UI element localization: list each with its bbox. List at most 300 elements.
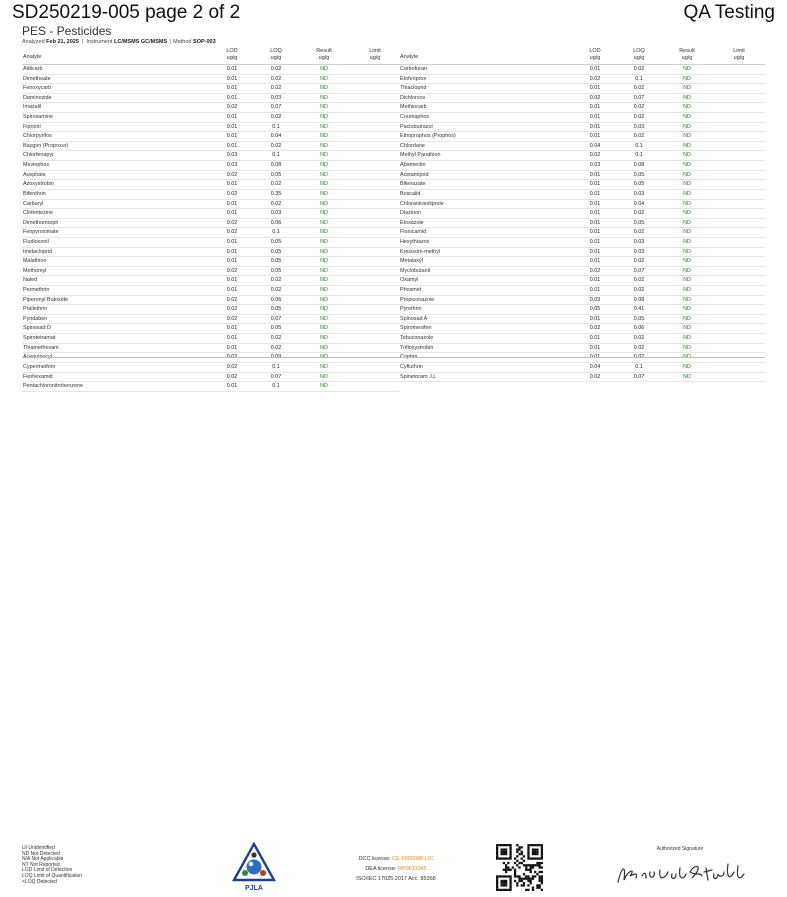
loq-value: 0.05 [633,219,645,226]
loq-value: 0.02 [270,287,282,294]
result-value: ND [320,325,328,332]
loq-value: 0.05 [633,181,645,188]
table-row [399,334,765,344]
analyte-name: Myclobutanil [400,267,430,274]
lod-value: 0.01 [589,104,601,111]
analyte-name: Tebuconazole [400,335,434,342]
table-row [22,190,399,200]
lod-value: 0.02 [589,373,601,380]
loq-value: 0.02 [270,85,282,92]
instrument-label: Instrument [86,39,113,45]
lod-value: 0.02 [589,152,601,159]
loq-value: 0.07 [270,373,282,380]
result-value: ND [320,66,328,72]
loq-value: 0.1 [635,75,643,82]
result-value: ND [320,190,328,197]
loq-value: 0.02 [270,181,282,188]
loq-value: 0.1 [272,363,280,370]
loq-value: 0.1 [635,363,643,370]
table-row [399,180,765,190]
loq-value: 0.03 [633,238,645,245]
table-row [22,94,399,104]
lod-value: 0.02 [226,373,238,380]
lod-value: 0.02 [226,190,238,197]
result-value: ND [320,287,328,294]
loq-value: 0.02 [633,277,645,284]
limit-header: Limit ug/g [369,48,381,61]
loq-value: 0.1 [635,152,643,159]
result-value: ND [683,171,691,178]
lod-value: 0.01 [226,94,238,101]
result-value: ND [683,373,691,380]
result-value: ND [683,229,691,236]
right-results-table [399,48,765,382]
analyte-name: Hexythiazox [400,238,430,245]
loq-value: 0.05 [633,171,645,178]
signature-label: Authorized Signature [656,846,704,852]
table-row [22,228,399,238]
analyte-name: Fenhexamid [23,373,53,380]
lod-value: 0.02 [589,75,601,82]
loq-value: 0.07 [633,373,645,380]
lod-value: 0.02 [226,363,238,370]
loq-value: 0.03 [633,248,645,255]
lod-header: LOD ug/g [226,48,238,61]
analyte-name: Pentachloronitrobenzene [23,383,83,390]
analyte-name: Flonicamid [400,229,427,236]
table-row [399,228,765,238]
loq-value: 0.1 [272,383,280,390]
table-row [22,344,399,354]
analyte-name: Aldicarb [23,66,43,72]
result-value: ND [683,325,691,332]
method-value: SOP-003 [193,39,216,45]
table-row [22,296,399,306]
loq-value: 0.1 [272,229,280,236]
analyte-name: Chlordane [400,142,425,149]
lod-value: 0.02 [226,296,238,303]
lod-value: 0.02 [226,104,238,111]
lod-value: 0.02 [226,171,238,178]
iso-accreditation: ISO/IEC 17025:2017 Acc. 85368 [356,876,436,882]
loq-value: 0.07 [633,267,645,274]
analyte-name: Etofenprox [400,75,427,82]
analyte-name: Fipronil [23,123,41,130]
section-subtitle: PES - Pesticides [22,24,112,38]
lod-value: 0.05 [589,306,601,313]
loq-value: 0.05 [270,325,282,332]
table-row [399,103,765,113]
lod-value: 0.01 [589,190,601,197]
loq-value: 0.02 [633,344,645,351]
result-value: ND [683,335,691,342]
loq-value: 0.03 [633,123,645,130]
result-value: ND [683,85,691,92]
result-header: Result ug/g [679,48,695,61]
loq-value: 0.05 [270,238,282,245]
abbreviation-legend [22,846,82,885]
table-row [22,180,399,190]
table-row [399,171,765,181]
table-row [22,84,399,94]
analyte-name: Pyridaben [23,315,48,322]
result-value: ND [320,200,328,207]
signature-image [612,858,752,890]
result-value: ND [683,258,691,265]
result-value: ND [320,85,328,92]
result-value: ND [683,66,691,72]
table-row [22,123,399,133]
table-row [399,248,765,258]
analyte-name: Chlorfenapyr [23,152,54,159]
table-row [22,238,399,248]
lod-value: 0.01 [226,181,238,188]
table-row [399,296,765,306]
table-row [22,161,399,171]
result-value: ND [683,104,691,111]
analyte-name: Spinetoram J,L [400,373,437,380]
loq-value: 0.02 [270,277,282,284]
loq-value: 0.02 [270,114,282,121]
method-label: Method [173,39,192,45]
lod-value: 0.03 [226,162,238,169]
table-body [22,65,399,392]
table-row [22,75,399,85]
result-value: ND [320,315,328,322]
table-row [399,353,765,363]
result-value: ND [683,296,691,303]
table-row [399,75,765,85]
analyte-name: Thiamethoxam [23,344,59,351]
analyte-name: Coumaphos [400,114,430,121]
left-results-table [22,48,399,392]
lod-value: 0.01 [226,258,238,265]
loq-value: 0.02 [270,142,282,149]
lod-value: 0.02 [589,325,601,332]
loq-value: 0.05 [270,171,282,178]
analyte-name: Imazalil [23,104,42,111]
result-value: ND [683,114,691,121]
loq-value: 0.02 [270,66,282,72]
loq-value: 0.02 [270,75,282,82]
lod-value: 0.01 [589,315,601,322]
lod-value: 0.01 [226,85,238,92]
result-value: ND [320,219,328,226]
loq-value: 0.02 [633,335,645,342]
result-value: ND [683,210,691,217]
lod-value: 0.02 [226,306,238,313]
analyte-name: Methiocarb [400,104,427,111]
lod-value: 0.01 [589,219,601,226]
loq-value: 0.35 [270,190,282,197]
loq-value: 0.41 [633,306,645,313]
lod-value: 0.01 [226,383,238,390]
dcc-license-label: DCC license: [358,856,391,862]
legend-item: N/A Not Applicable [22,856,64,863]
table-row [399,286,765,296]
analyte-name: Oxamyl [400,277,419,284]
table-row [399,113,765,123]
analyzed-date: Feb 21, 2025 [46,39,79,45]
legend-item: UI Unidentified [22,845,55,851]
table-row [22,113,399,123]
dcc-license-value: CE-0000088-LIC [392,856,434,862]
table-row [22,334,399,344]
loq-value: 0.05 [633,315,645,322]
result-value: ND [683,277,691,284]
lod-value: 0.01 [589,85,601,92]
analyte-header: Analyte [23,54,42,60]
result-value: ND [683,123,691,130]
loq-value: 0.02 [633,287,645,294]
lod-value: 0.02 [589,94,601,101]
analyte-name: Clofentezine [23,210,53,217]
table-row [399,305,765,315]
limit-header: Limit ug/g [733,48,745,61]
analyte-name: Chlorpyrifos [23,133,52,140]
result-value: ND [320,181,328,188]
table-row [399,151,765,161]
report-header [12,2,775,24]
loq-value: 0.04 [633,200,645,207]
legend-item: ND Not Detected [22,850,60,857]
lod-value: 0.01 [226,200,238,207]
analyte-name: Abamectin [400,162,426,169]
lod-value: 0.01 [226,344,238,351]
result-value: ND [320,335,328,342]
lod-value: 0.01 [589,238,601,245]
analyte-name: Spinosad A [400,315,428,322]
result-value: ND [320,133,328,140]
table-row [22,267,399,277]
analyte-name: Piperonyl Butoxide [23,296,68,303]
lod-value: 0.01 [226,210,238,217]
table-row [22,219,399,229]
result-value: ND [320,344,328,351]
result-value: ND [320,373,328,380]
lod-value: 0.01 [226,277,238,284]
result-value: ND [683,152,691,159]
table-row [22,65,399,75]
analyte-name: Spiroxamine [23,114,53,121]
result-value: ND [683,306,691,313]
result-value: ND [683,287,691,294]
analysis-meta: Analyzed Feb 21, 2025 | Instrument LC/MSMS GC/MSMS | Method SOP-003 [22,39,216,45]
loq-value: 0.1 [635,142,643,149]
table-row [399,161,765,171]
loq-header: LOQ ug/g [270,48,282,61]
table-row [399,132,765,142]
table-row [399,142,765,152]
analyte-name: Acephate [23,171,46,178]
table-row [22,363,399,373]
result-value: ND [683,200,691,207]
table-row [399,65,765,75]
table-row [22,200,399,210]
analyte-name: Phosmet [400,287,422,294]
analyte-header: Analyte [400,54,419,60]
table-header [399,48,765,65]
analyte-name: Methomyl [23,267,47,274]
analyte-name: Etoxazole [400,219,424,226]
loq-value: 0.07 [633,94,645,101]
loq-value: 0.1 [272,123,280,130]
result-value: ND [320,210,328,217]
result-value: ND [683,190,691,197]
loq-value: 0.03 [270,94,282,101]
lod-value: 0.01 [226,248,238,255]
result-value: ND [683,267,691,274]
loq-value: 0.08 [633,296,645,303]
analyte-name: Spinosad D [23,325,51,332]
lod-value: 0.01 [226,287,238,294]
analyzed-label: Analyzed [22,39,45,45]
lod-value: 0.02 [226,267,238,274]
lod-header: LOD ug/g [589,48,601,61]
analyte-name: Diazinon [400,210,421,217]
lod-value: 0.03 [589,296,601,303]
lod-value: 0.01 [589,344,601,351]
table-row [22,209,399,219]
analyte-name: Boscalid [400,190,421,197]
result-value: ND [683,344,691,351]
lod-value: 0.01 [589,171,601,178]
analyte-name: Mevinphos [23,162,50,169]
lod-value: 0.01 [226,133,238,140]
result-value: ND [683,94,691,101]
result-value: ND [320,171,328,178]
table-row [22,382,399,392]
lod-value: 0.02 [589,267,601,274]
analyte-name: Thiacloprid [400,85,427,92]
dea-license-value: RP0611045 [398,866,427,872]
table-bottom-divider [22,357,765,358]
analyte-name: Trifloxystrobin [400,344,434,351]
lod-value: 0.01 [589,123,601,130]
result-value: ND [683,75,691,82]
analyte-name: Prallethrin [23,306,48,313]
table-body [399,65,765,382]
analyte-name: Baygon (Propoxur) [23,142,69,149]
table-row [399,257,765,267]
result-value: ND [683,248,691,255]
result-value: ND [320,306,328,313]
result-value: ND [683,315,691,322]
lod-value: 0.01 [589,258,601,265]
lod-value: 0.02 [226,229,238,236]
result-value: ND [320,104,328,111]
table-row [399,94,765,104]
loq-value: 0.02 [633,133,645,140]
loq-value: 0.07 [270,315,282,322]
result-value: ND [320,296,328,303]
table-row [399,209,765,219]
result-value: ND [683,133,691,140]
analyte-name: Chlorantraniliprole [400,200,444,207]
result-value: ND [320,162,328,169]
analyte-name: Azoxystrobin [23,181,54,188]
loq-value: 0.03 [270,210,282,217]
loq-value: 0.06 [270,219,282,226]
lod-value: 0.01 [226,123,238,130]
loq-value: 0.05 [270,306,282,313]
result-value: ND [683,238,691,245]
result-value: ND [320,383,328,390]
lod-value: 0.01 [589,277,601,284]
legend-item: <LOQ Detected [22,878,57,885]
qr-code[interactable] [496,844,543,891]
lod-value: 0.01 [226,325,238,332]
lod-value: 0.02 [226,219,238,226]
authorized-signature [600,844,760,892]
dea-license-label: DEA license: [365,866,397,872]
analyte-name: Fludioxonil [23,238,49,245]
result-header: Result ug/g [316,48,332,61]
loq-header: LOQ ug/g [633,48,645,61]
analyte-name: Fenpyroximate [23,229,59,236]
result-value: ND [320,277,328,284]
analyte-name: Acetamiprid [400,171,429,178]
table-row [22,353,399,363]
analyte-name: Bifenazate [400,181,426,188]
analyte-name: Malathion [23,258,47,265]
loq-value: 0.02 [633,258,645,265]
license-info [340,854,452,884]
loq-value: 0.02 [633,104,645,111]
table-row [399,123,765,133]
result-value: ND [320,75,328,82]
analyte-name: Bifenthrin [23,190,46,197]
table-header [22,48,399,65]
analyte-name: Carbaryl [23,200,44,207]
loq-value: 0.05 [270,248,282,255]
analyte-name: Ethoprophos (Prophos) [400,133,456,140]
loq-value: 0.05 [270,267,282,274]
lod-value: 0.01 [589,287,601,294]
analyte-name: Spiromesifen [400,325,432,332]
loq-value: 0.07 [270,104,282,111]
lod-value: 0.01 [589,335,601,342]
table-row [399,219,765,229]
loq-value: 0.1 [272,152,280,159]
loq-value: 0.02 [633,210,645,217]
table-row [399,200,765,210]
analyte-name: Fenoxycarb [23,85,52,92]
lod-value: 0.01 [589,181,601,188]
analyte-name: Propiconazole [400,296,435,303]
table-row [22,276,399,286]
analyte-name: Cypermethrin [23,363,56,370]
table-row [22,142,399,152]
lod-value: 0.04 [589,142,601,149]
loq-value: 0.02 [270,200,282,207]
svg-text:PJLA: PJLA [245,885,263,892]
lod-value: 0.01 [589,248,601,255]
analyte-name: Dimethoate [23,75,51,82]
analyte-name: Pyrethrin [400,306,422,313]
analyte-name: Daminozide [23,94,52,101]
lod-value: 0.01 [589,133,601,140]
result-value: ND [320,123,328,130]
legend-item: LOD Limit of Detection [22,867,73,874]
analyte-name: Imidacloprid [23,248,53,255]
analyte-name: Naled [23,277,38,284]
table-row [399,267,765,277]
table-row [22,315,399,325]
legend-item: NT Not Reported [22,861,60,868]
table-row [22,103,399,113]
table-row [22,257,399,267]
